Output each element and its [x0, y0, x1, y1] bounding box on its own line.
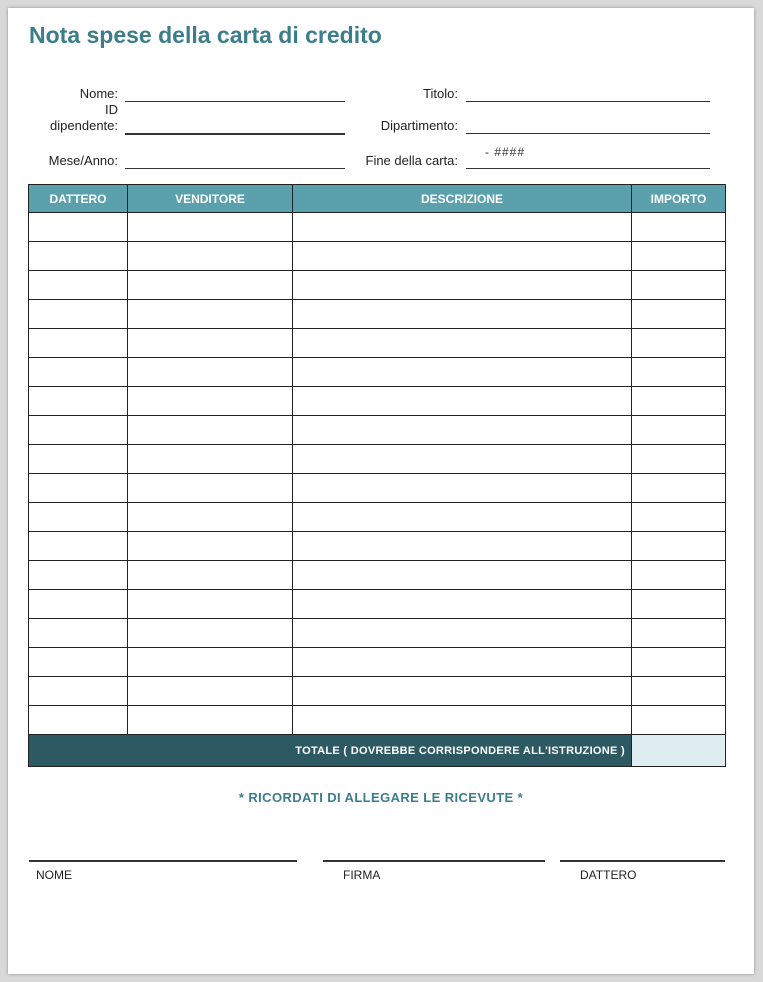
signature-date-line[interactable]	[560, 860, 725, 862]
description-cell[interactable]	[293, 619, 632, 648]
date-cell[interactable]	[29, 213, 128, 242]
header-data: DATTERO	[29, 185, 128, 213]
table-row	[29, 213, 726, 242]
table-row	[29, 445, 726, 474]
signature-name-line[interactable]	[29, 860, 297, 862]
fine-carta-label: Fine della carta:	[365, 153, 458, 168]
table-row	[29, 329, 726, 358]
form-title: Nota spese della carta di credito	[29, 22, 382, 48]
signature-firma-label: FIRMA	[343, 868, 381, 882]
vendor-cell[interactable]	[128, 300, 293, 329]
amount-cell[interactable]	[632, 271, 726, 300]
receipts-reminder: * RICORDATI DI ALLEGARE LE RICEVUTE *	[238, 790, 524, 805]
date-cell[interactable]	[29, 271, 128, 300]
table-row	[29, 706, 726, 735]
titolo-label: Titolo:	[423, 86, 458, 101]
vendor-cell[interactable]	[128, 416, 293, 445]
amount-cell[interactable]	[632, 532, 726, 561]
date-cell[interactable]	[29, 590, 128, 619]
vendor-cell[interactable]	[128, 474, 293, 503]
amount-cell[interactable]	[632, 561, 726, 590]
table-row	[29, 300, 726, 329]
date-cell[interactable]	[29, 242, 128, 271]
description-cell[interactable]	[293, 213, 632, 242]
date-cell[interactable]	[29, 329, 128, 358]
date-cell[interactable]	[29, 358, 128, 387]
total-label: TOTALE ( DOVREBBE CORRISPONDERE ALL'ISTRUZIONE )	[29, 735, 632, 767]
table-row	[29, 358, 726, 387]
amount-cell[interactable]	[632, 416, 726, 445]
table-row	[29, 416, 726, 445]
vendor-cell[interactable]	[128, 358, 293, 387]
signature-date-label: DATTERO	[580, 868, 637, 882]
signature-firma-line[interactable]	[323, 860, 545, 862]
fine-carta-field[interactable]	[466, 168, 710, 169]
description-cell[interactable]	[293, 387, 632, 416]
amount-cell[interactable]	[632, 445, 726, 474]
header-descrizione: DESCRIZIONE	[293, 185, 632, 213]
vendor-cell[interactable]	[128, 213, 293, 242]
mese-anno-field[interactable]	[125, 168, 345, 169]
description-cell[interactable]	[293, 706, 632, 735]
amount-cell[interactable]	[632, 329, 726, 358]
description-cell[interactable]	[293, 648, 632, 677]
amount-cell[interactable]	[632, 387, 726, 416]
vendor-cell[interactable]	[128, 677, 293, 706]
date-cell[interactable]	[29, 619, 128, 648]
description-cell[interactable]	[293, 300, 632, 329]
vendor-cell[interactable]	[128, 271, 293, 300]
description-cell[interactable]	[293, 474, 632, 503]
expense-table	[28, 184, 726, 767]
description-cell[interactable]	[293, 416, 632, 445]
vendor-cell[interactable]	[128, 532, 293, 561]
vendor-cell[interactable]	[128, 503, 293, 532]
amount-cell[interactable]	[632, 300, 726, 329]
amount-cell[interactable]	[632, 358, 726, 387]
header-importo: IMPORTO	[632, 185, 726, 213]
description-cell[interactable]	[293, 445, 632, 474]
card-digits-hint: - ####	[485, 145, 526, 159]
table-row	[29, 561, 726, 590]
amount-cell[interactable]	[632, 619, 726, 648]
date-cell[interactable]	[29, 445, 128, 474]
description-cell[interactable]	[293, 271, 632, 300]
dipartimento-field[interactable]	[466, 133, 710, 134]
expense-form-page	[8, 8, 754, 974]
table-row	[29, 503, 726, 532]
amount-cell[interactable]	[632, 677, 726, 706]
vendor-cell[interactable]	[128, 329, 293, 358]
description-cell[interactable]	[293, 503, 632, 532]
vendor-cell[interactable]	[128, 561, 293, 590]
description-cell[interactable]	[293, 532, 632, 561]
description-cell[interactable]	[293, 590, 632, 619]
description-cell[interactable]	[293, 677, 632, 706]
date-cell[interactable]	[29, 416, 128, 445]
description-cell[interactable]	[293, 561, 632, 590]
vendor-cell[interactable]	[128, 242, 293, 271]
table-body	[29, 213, 726, 767]
vendor-cell[interactable]	[128, 648, 293, 677]
table-row	[29, 619, 726, 648]
table-row	[29, 242, 726, 271]
date-cell[interactable]	[29, 387, 128, 416]
table-row	[29, 474, 726, 503]
total-amount-cell[interactable]	[632, 735, 726, 767]
vendor-cell[interactable]	[128, 619, 293, 648]
table-row	[29, 271, 726, 300]
date-cell[interactable]	[29, 474, 128, 503]
table-row	[29, 677, 726, 706]
date-cell[interactable]	[29, 561, 128, 590]
date-cell[interactable]	[29, 677, 128, 706]
date-cell[interactable]	[29, 503, 128, 532]
id-label-line2: dipendente:	[50, 118, 118, 133]
total-row	[29, 735, 726, 767]
table-header-row	[29, 185, 726, 213]
date-cell[interactable]	[29, 706, 128, 735]
description-cell[interactable]	[293, 329, 632, 358]
titolo-field[interactable]	[466, 101, 710, 102]
amount-cell[interactable]	[632, 503, 726, 532]
signature-name-label: NOME	[36, 868, 72, 882]
table-row	[29, 590, 726, 619]
amount-cell[interactable]	[632, 213, 726, 242]
vendor-cell[interactable]	[128, 387, 293, 416]
amount-cell[interactable]	[632, 474, 726, 503]
mese-label: Mese/Anno:	[48, 153, 118, 168]
vendor-cell[interactable]	[128, 445, 293, 474]
description-cell[interactable]	[293, 242, 632, 271]
amount-cell[interactable]	[632, 242, 726, 271]
table-row	[29, 648, 726, 677]
amount-cell[interactable]	[632, 648, 726, 677]
date-cell[interactable]	[29, 648, 128, 677]
date-cell[interactable]	[29, 532, 128, 561]
nome-label: Nome:	[79, 86, 118, 101]
table-row	[29, 387, 726, 416]
vendor-cell[interactable]	[128, 706, 293, 735]
dipartimento-label: Dipartimento:	[380, 118, 458, 133]
vendor-cell[interactable]	[128, 590, 293, 619]
employee-id-field[interactable]	[125, 133, 345, 135]
table-row	[29, 532, 726, 561]
date-cell[interactable]	[29, 300, 128, 329]
amount-cell[interactable]	[632, 706, 726, 735]
amount-cell[interactable]	[632, 590, 726, 619]
header-venditore: VENDITORE	[128, 185, 293, 213]
id-label-line1: ID	[105, 102, 118, 117]
description-cell[interactable]	[293, 358, 632, 387]
nome-field[interactable]	[125, 101, 345, 102]
